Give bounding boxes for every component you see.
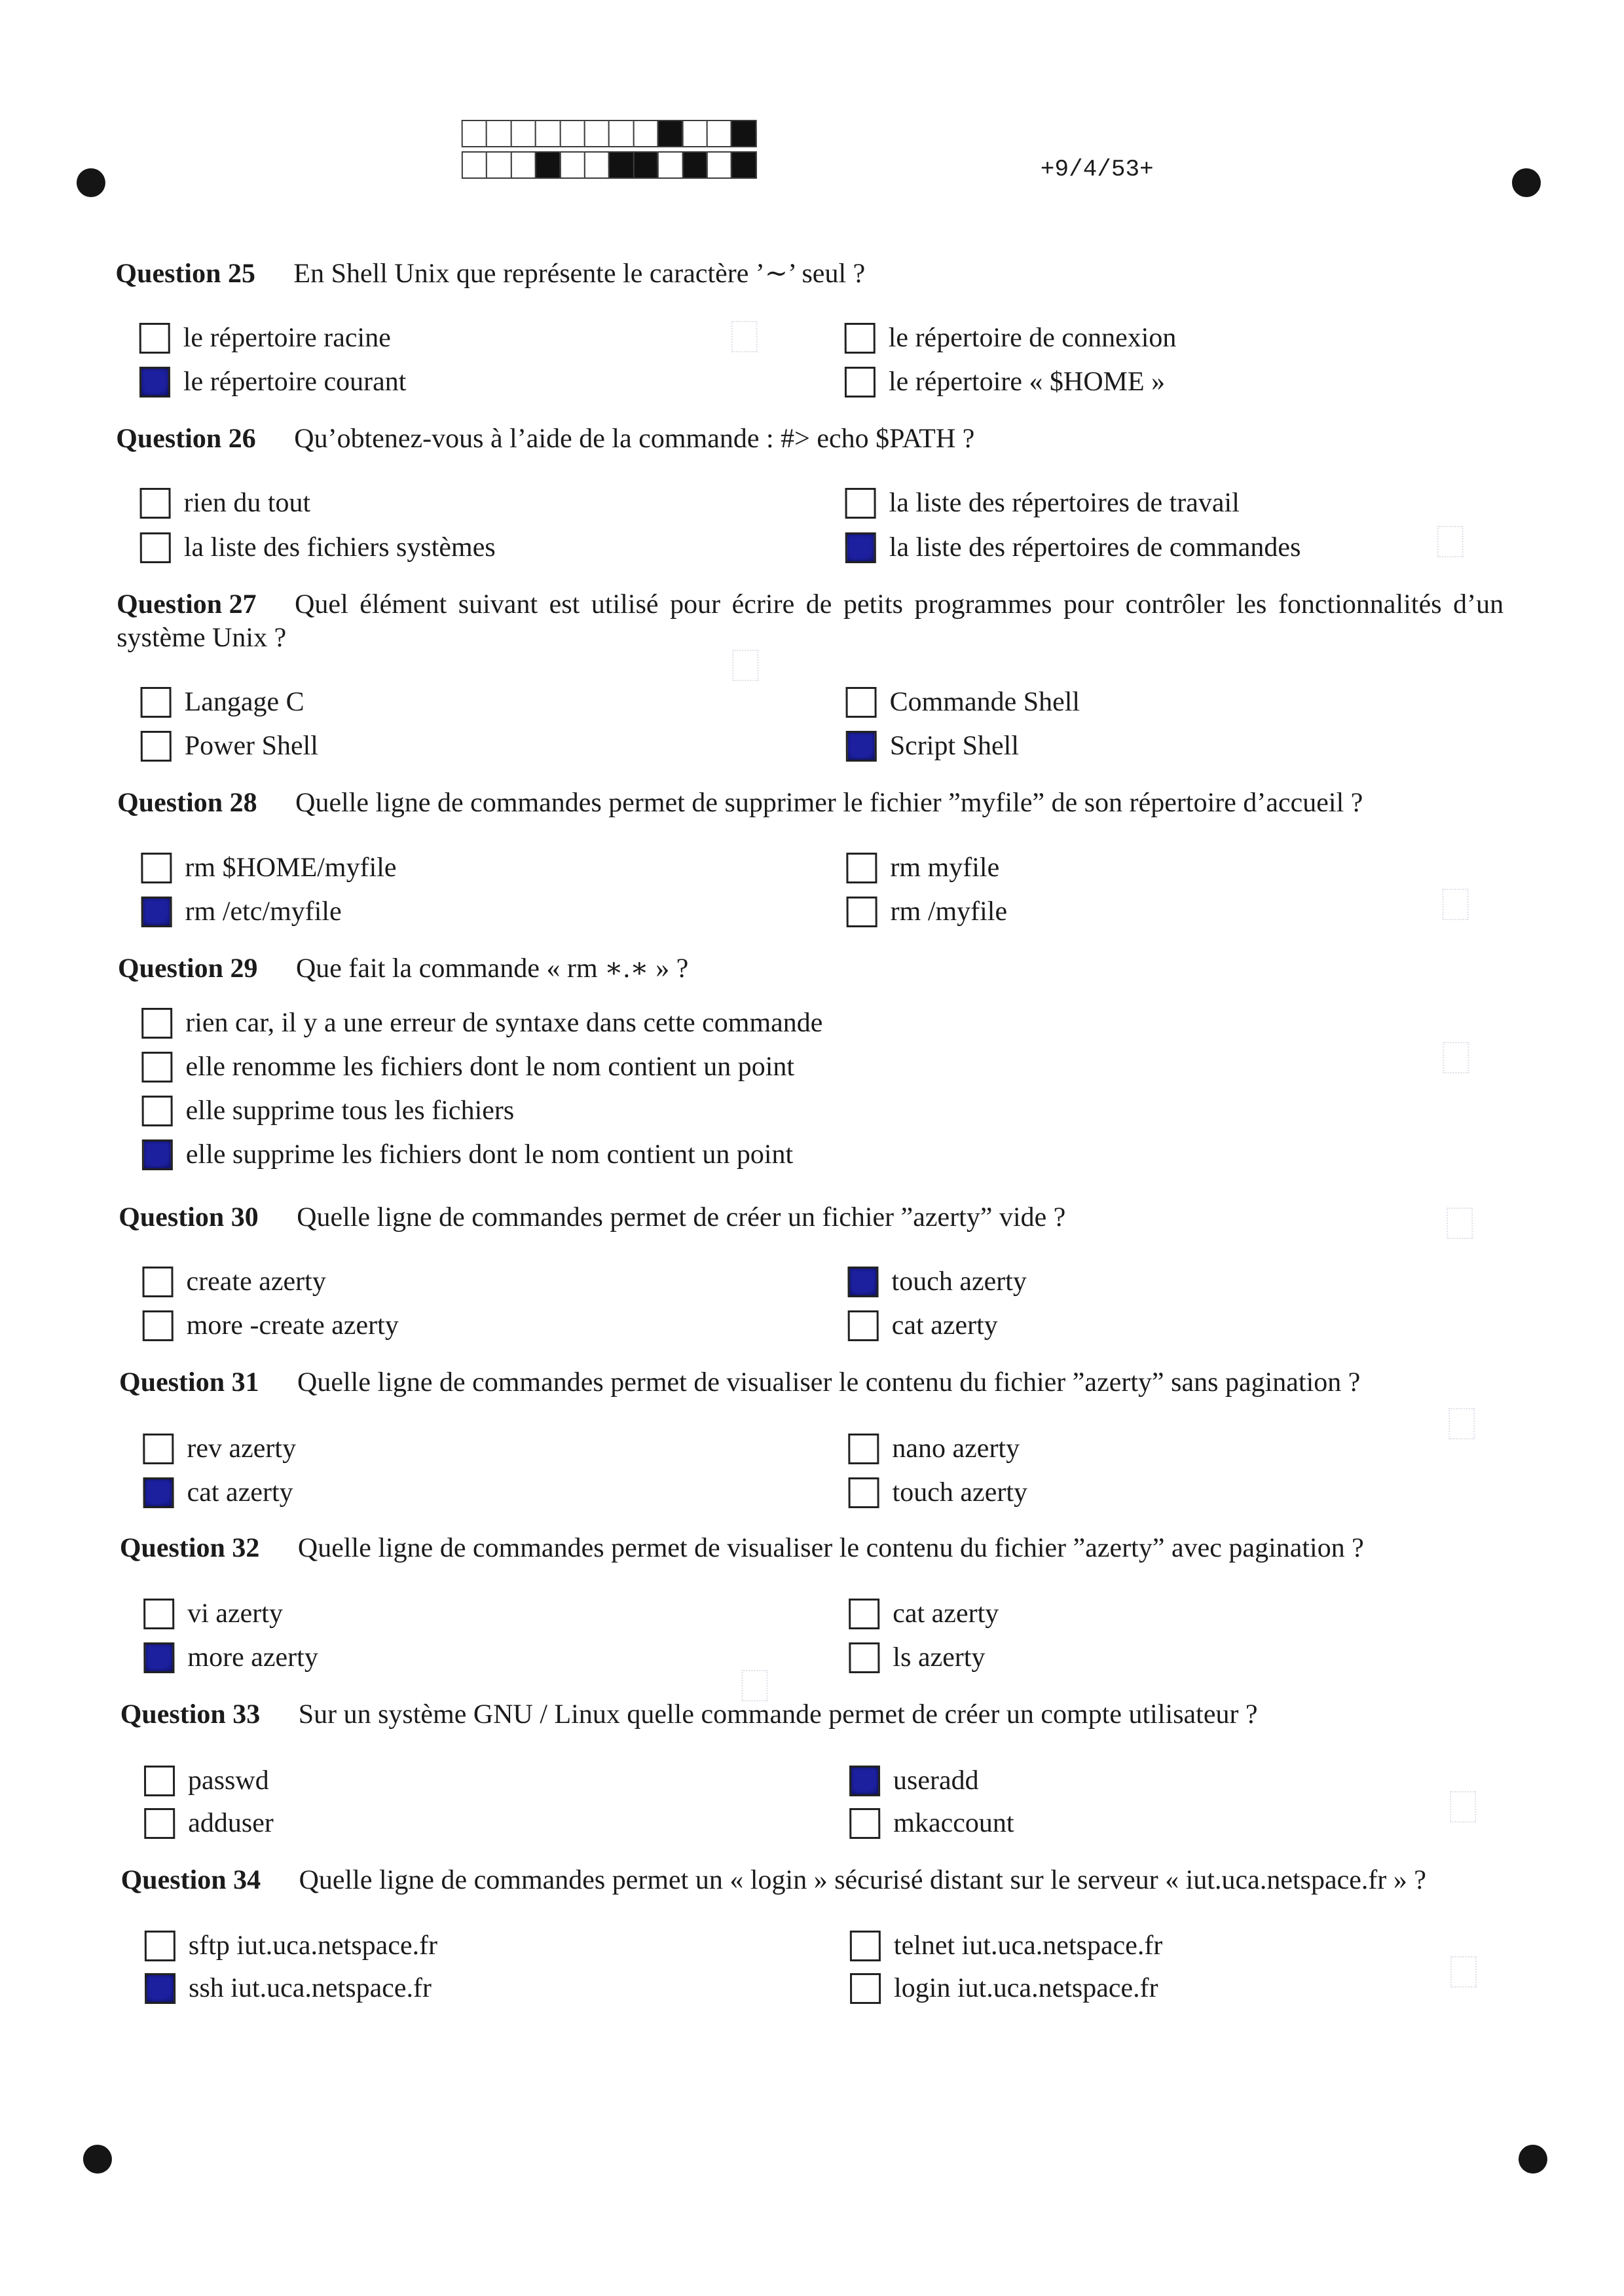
id-grid-cell	[462, 151, 488, 179]
answer-option	[143, 1599, 283, 1629]
option-label: ssh iut.uca.netspace.fr	[188, 1973, 432, 2003]
answer-checkbox[interactable]	[845, 367, 876, 398]
id-grid-cell	[559, 120, 585, 147]
option-label: rm $HOME/myfile	[185, 853, 397, 883]
answer-option	[142, 1267, 325, 1297]
question-line	[120, 1532, 1507, 1565]
option-label: rien car, il y a une erreur de syntaxe dans cette commande	[185, 1008, 823, 1038]
option-label: rm myfile	[890, 853, 1000, 883]
answer-option	[849, 1766, 979, 1796]
option-label: useradd	[893, 1766, 979, 1796]
question-text: Qu’obtenez-vous à l’aide de la commande : #> echo $PATH ?	[294, 424, 975, 454]
answer-checkbox[interactable]	[850, 1931, 881, 1961]
question-label: Question 26	[116, 424, 256, 454]
question-label: Question 33	[120, 1699, 261, 1730]
id-grid-cell	[633, 120, 659, 147]
registration-mark-bottom-right	[1519, 2145, 1547, 2174]
id-grid-cell	[608, 120, 635, 147]
question-text: Quelle ligne de commandes permet de visualiser le contenu du fichier ”azerty” avec pagination ?	[297, 1533, 1364, 1563]
answer-checkbox[interactable]	[144, 1808, 175, 1839]
answer-option	[143, 1477, 293, 1508]
question-text: Quelle ligne de commandes permet de visualiser le contenu du fichier ”azerty” sans pagination ?	[297, 1367, 1361, 1398]
id-grid-cell	[486, 151, 512, 179]
id-grid-row	[462, 151, 756, 179]
answer-checkbox[interactable]	[143, 1310, 174, 1341]
answer-checkbox[interactable]	[848, 1310, 879, 1341]
answer-option	[845, 532, 1301, 563]
page-code: +9/4/53+	[1040, 156, 1154, 183]
answer-option	[145, 1931, 437, 1961]
id-grid-cell	[511, 151, 537, 179]
answer-option	[848, 1310, 998, 1341]
option-label: touch azerty	[891, 1267, 1027, 1297]
option-label: elle supprime les fichiers dont le nom contient un point	[185, 1139, 794, 1170]
question-text: Quelle ligne de commandes permet un « login » sécurisé distant sur le serveur « iut.uca.netspace.fr » ?	[299, 1865, 1427, 1895]
answer-checkbox[interactable]	[849, 1766, 880, 1796]
option-label: Power Shell	[184, 731, 319, 761]
id-grid-cell	[707, 120, 733, 147]
option-label: le répertoire courant	[183, 367, 407, 397]
answer-option	[845, 687, 1080, 718]
id-grid-cell	[584, 120, 610, 147]
answer-option	[845, 323, 1177, 354]
answer-checkbox[interactable]	[845, 532, 876, 563]
option-label: Script Shell	[889, 731, 1020, 761]
answer-checkbox[interactable]	[847, 897, 877, 927]
registration-mark-bottom-left	[83, 2145, 112, 2174]
answer-checkbox[interactable]	[145, 1931, 175, 1961]
answer-option	[141, 1052, 794, 1083]
answer-checkbox[interactable]	[846, 853, 877, 883]
option-label: rien du tout	[183, 488, 311, 518]
question-line	[117, 588, 1504, 655]
answer-option	[139, 323, 391, 354]
answer-checkbox[interactable]	[845, 323, 876, 354]
option-label: elle supprime tous les fichiers	[185, 1096, 515, 1126]
option-label: touch azerty	[892, 1477, 1028, 1508]
question-text: Quel élément suivant est utilisé pour écrire de petits programmes pour contrôler les fonctionnalités d’un système Unix ?	[117, 589, 1504, 653]
id-grid-cell	[486, 120, 512, 147]
option-label: la liste des fichiers systèmes	[183, 532, 496, 563]
answer-option	[142, 1139, 793, 1170]
answer-option	[145, 1973, 432, 2004]
answer-option	[849, 1642, 985, 1673]
answer-checkbox[interactable]	[849, 1642, 879, 1673]
answer-checkbox[interactable]	[141, 731, 172, 762]
id-grid-cell	[559, 151, 585, 179]
question-block-29	[3, 952, 1523, 1175]
answer-checkbox[interactable]	[142, 1096, 173, 1126]
answer-checkbox[interactable]	[849, 1808, 880, 1839]
option-label: vi azerty	[187, 1599, 283, 1629]
id-grid-cell	[731, 151, 757, 179]
registration-mark-top-left	[77, 168, 105, 197]
answer-checkbox[interactable]	[139, 367, 170, 398]
option-label: passwd	[187, 1766, 269, 1796]
question-label: Question 25	[115, 259, 255, 289]
option-label: la liste des répertoires de commandes	[889, 532, 1301, 563]
answer-option	[144, 1766, 269, 1796]
question-label: Question 28	[117, 788, 257, 818]
answer-option	[848, 1477, 1027, 1508]
answer-checkbox[interactable]	[141, 1008, 172, 1039]
answer-checkbox[interactable]	[142, 1267, 173, 1297]
option-label: elle renomme les fichiers dont le nom contient un point	[185, 1052, 795, 1082]
id-grid-cell	[682, 120, 708, 147]
answer-checkbox[interactable]	[144, 1766, 175, 1796]
option-label: Langage C	[184, 687, 304, 717]
answer-checkbox[interactable]	[139, 323, 170, 354]
answer-option	[139, 367, 407, 398]
question-label: Question 34	[120, 1865, 261, 1895]
answer-checkbox[interactable]	[141, 853, 172, 883]
option-label: le répertoire « $HOME »	[888, 367, 1166, 397]
answer-checkbox[interactable]	[143, 1477, 174, 1508]
answer-checkbox[interactable]	[847, 1267, 878, 1297]
option-label: rm /etc/myfile	[185, 897, 342, 927]
answer-option	[140, 687, 304, 718]
answer-option	[143, 1642, 318, 1673]
question-line	[119, 1366, 1506, 1399]
answer-option	[143, 1434, 296, 1464]
question-label: Question 32	[119, 1533, 260, 1563]
answer-checkbox[interactable]	[845, 687, 876, 718]
answer-option	[141, 1008, 822, 1039]
answer-checkbox[interactable]	[849, 1599, 879, 1629]
option-label: create azerty	[186, 1267, 326, 1297]
question-block-27	[2, 588, 1522, 798]
id-grid-cell	[535, 151, 561, 179]
answer-checkbox[interactable]	[846, 731, 877, 762]
answer-option	[140, 532, 496, 563]
id-grid-row	[462, 120, 756, 147]
answer-option	[850, 1931, 1163, 1961]
option-label: Commande Shell	[889, 687, 1080, 717]
question-text: Quelle ligne de commandes permet de créer un fichier ”azerty” vide ?	[297, 1202, 1066, 1232]
answer-checkbox[interactable]	[845, 488, 876, 519]
question-line	[120, 1698, 1507, 1731]
id-grid-cell	[731, 120, 757, 147]
option-label: la liste des répertoires de travail	[889, 488, 1240, 518]
answer-option	[143, 1310, 399, 1341]
option-label: more -create azerty	[186, 1310, 399, 1341]
question-line	[116, 422, 1503, 456]
option-label: more azerty	[187, 1642, 318, 1673]
answer-checkbox[interactable]	[140, 687, 171, 718]
id-grid-cell	[584, 151, 610, 179]
option-label: login iut.uca.netspace.fr	[893, 1973, 1158, 2003]
question-text: Quelle ligne de commandes permet de supprimer le fichier ”myfile” de son répertoire d’accueil ?	[295, 788, 1363, 818]
question-text: Que fait la commande « rm ∗.∗ » ?	[295, 954, 689, 984]
answer-checkbox[interactable]	[141, 1052, 172, 1083]
option-label: nano azerty	[892, 1434, 1020, 1464]
answer-checkbox[interactable]	[143, 1642, 174, 1673]
id-grid-cell	[657, 151, 684, 179]
option-label: rev azerty	[187, 1434, 297, 1464]
answer-checkbox[interactable]	[143, 1599, 174, 1629]
id-grid-cell	[535, 120, 561, 147]
option-label: cat azerty	[187, 1477, 293, 1508]
option-label: le répertoire de connexion	[888, 323, 1177, 353]
answer-option	[847, 897, 1008, 927]
answer-option	[139, 488, 310, 519]
answer-checkbox[interactable]	[848, 1434, 879, 1464]
question-line	[118, 952, 1505, 986]
id-grid-cell	[633, 151, 659, 179]
answer-option	[845, 367, 1165, 398]
question-label: Question 29	[117, 954, 258, 984]
question-block-34	[6, 1864, 1526, 2073]
option-label: mkaccount	[893, 1808, 1014, 1838]
question-line	[119, 1201, 1505, 1234]
answer-checkbox[interactable]	[850, 1973, 881, 2004]
option-label: telnet iut.uca.netspace.fr	[893, 1931, 1163, 1961]
question-label: Question 27	[116, 589, 257, 620]
answer-option	[848, 1434, 1020, 1464]
question-line	[120, 1864, 1507, 1897]
answer-checkbox[interactable]	[145, 1973, 175, 2004]
id-grid-cell	[510, 120, 536, 147]
option-label: cat azerty	[893, 1599, 999, 1629]
answer-checkbox[interactable]	[140, 532, 171, 563]
question-text: Sur un système GNU / Linux quelle commande permet de créer un compte utilisateur ?	[298, 1699, 1258, 1730]
option-label: cat azerty	[891, 1310, 998, 1341]
id-grid-cell	[707, 151, 733, 179]
id-grid-cell	[608, 151, 635, 179]
id-grid-cell	[682, 151, 708, 179]
answer-option	[845, 488, 1239, 519]
answer-option	[142, 1096, 515, 1126]
option-label: ls azerty	[893, 1642, 986, 1673]
answer-option	[141, 853, 396, 883]
answer-option	[849, 1808, 1014, 1839]
option-label: sftp iut.uca.netspace.fr	[188, 1931, 438, 1961]
answer-option	[141, 897, 342, 927]
answer-option	[846, 853, 999, 883]
answer-checkbox[interactable]	[143, 1434, 174, 1464]
option-label: rm /myfile	[890, 897, 1008, 927]
answer-option	[849, 1599, 999, 1629]
question-label: Question 31	[119, 1367, 259, 1398]
question-line	[115, 257, 1502, 291]
answer-checkbox[interactable]	[142, 1139, 173, 1170]
answer-option	[846, 731, 1019, 762]
option-label: le répertoire racine	[183, 323, 391, 353]
id-grid-cell	[462, 120, 488, 147]
registration-mark-top-right	[1512, 168, 1541, 197]
question-text: En Shell Unix que représente le caractère ’∼’ seul ?	[293, 259, 866, 289]
answer-checkbox[interactable]	[848, 1477, 879, 1508]
option-label: adduser	[188, 1808, 274, 1838]
answer-checkbox[interactable]	[139, 488, 170, 519]
answer-option	[141, 731, 318, 762]
id-grid	[462, 120, 756, 179]
id-grid-cell	[657, 120, 684, 147]
answer-checkbox[interactable]	[141, 897, 172, 927]
answer-option	[847, 1267, 1027, 1297]
answer-option	[144, 1808, 274, 1839]
question-line	[117, 787, 1504, 820]
question-label: Question 30	[119, 1202, 259, 1232]
answer-option	[850, 1973, 1158, 2004]
